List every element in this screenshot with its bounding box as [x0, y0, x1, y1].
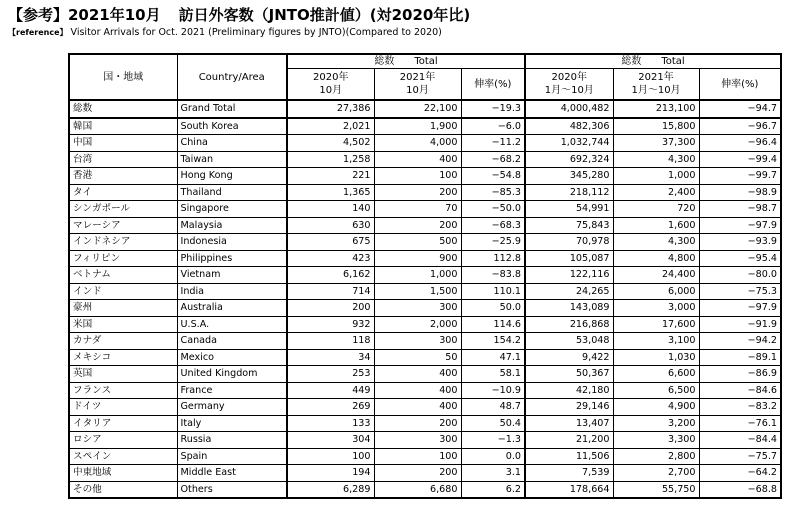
- table-row: [69, 151, 781, 168]
- cell-oct-rate: −25.9: [461, 234, 525, 251]
- cell-region-jp: 中東地域: [69, 465, 177, 482]
- cell-region-en: Malaysia: [177, 217, 287, 234]
- cell-region-jp: 台湾: [69, 151, 177, 168]
- table-row: [69, 135, 781, 152]
- table-row: [69, 118, 781, 135]
- cell-oct-2020: 4,502: [287, 135, 374, 152]
- cell-oct-2021: 300: [374, 300, 461, 317]
- subtitle-reference: 【reference】: [8, 28, 68, 37]
- cell-region-jp: タイ: [69, 184, 177, 201]
- cell-ytd-2020: 53,048: [525, 333, 613, 350]
- cell-ytd-2020: 178,664: [525, 481, 613, 498]
- cell-oct-rate: −6.0: [461, 118, 525, 135]
- cell-ytd-rate: −94.2: [699, 333, 781, 350]
- cell-ytd-2021: 1,030: [613, 349, 699, 366]
- cell-region-jp: イタリア: [69, 415, 177, 432]
- cell-oct-rate: −68.2: [461, 151, 525, 168]
- title-jp: 訪日外客数（JNTO推計値）(対2020年比): [178, 6, 471, 24]
- cell-oct-rate: 50.4: [461, 415, 525, 432]
- cell-ytd-rate: −99.7: [699, 168, 781, 185]
- cell-oct-2020: 253: [287, 366, 374, 383]
- cell-oct-rate: −54.8: [461, 168, 525, 185]
- cell-oct-rate: 6.2: [461, 481, 525, 498]
- cell-ytd-rate: −84.6: [699, 382, 781, 399]
- cell-ytd-2021: 3,200: [613, 415, 699, 432]
- header-region-jp: 国・地域: [69, 54, 177, 100]
- cell-oct-2020: 714: [287, 283, 374, 300]
- cell-ytd-2021: 3,100: [613, 333, 699, 350]
- cell-region-en: France: [177, 382, 287, 399]
- cell-oct-2020: 1,365: [287, 184, 374, 201]
- table-row: [69, 250, 781, 267]
- cell-oct-2021: 200: [374, 217, 461, 234]
- header-region-en: Country/Area: [177, 54, 287, 100]
- cell-region-jp: インド: [69, 283, 177, 300]
- cell-ytd-rate: −94.7: [699, 100, 781, 118]
- cell-region-en: Singapore: [177, 201, 287, 218]
- cell-oct-2021: 1,000: [374, 267, 461, 284]
- table-row: [69, 201, 781, 218]
- cell-oct-2020: 630: [287, 217, 374, 234]
- cell-oct-rate: −50.0: [461, 201, 525, 218]
- cell-ytd-2020: 218,112: [525, 184, 613, 201]
- cell-ytd-2021: 4,300: [613, 234, 699, 251]
- cell-ytd-rate: −75.3: [699, 283, 781, 300]
- cell-ytd-rate: −97.9: [699, 300, 781, 317]
- cell-oct-2021: 200: [374, 465, 461, 482]
- cell-region-en: Middle East: [177, 465, 287, 482]
- cell-ytd-2020: 345,280: [525, 168, 613, 185]
- cell-ytd-2020: 75,843: [525, 217, 613, 234]
- table-row: [69, 399, 781, 416]
- cell-ytd-rate: −96.4: [699, 135, 781, 152]
- cell-oct-2020: 221: [287, 168, 374, 185]
- cell-oct-2020: 6,289: [287, 481, 374, 498]
- cell-region-jp: 米国: [69, 316, 177, 333]
- cell-ytd-2020: 122,116: [525, 267, 613, 284]
- cell-oct-2021: 300: [374, 432, 461, 449]
- table-row: [69, 283, 781, 300]
- table-row: [69, 349, 781, 366]
- cell-oct-rate: 47.1: [461, 349, 525, 366]
- cell-oct-2021: 4,000: [374, 135, 461, 152]
- cell-ytd-2020: 54,991: [525, 201, 613, 218]
- cell-oct-2020: 34: [287, 349, 374, 366]
- cell-oct-rate: 114.6: [461, 316, 525, 333]
- cell-region-jp: その他: [69, 481, 177, 498]
- cell-oct-2020: 1,258: [287, 151, 374, 168]
- cell-ytd-2020: 21,200: [525, 432, 613, 449]
- table-row: [69, 366, 781, 383]
- cell-ytd-2021: 2,700: [613, 465, 699, 482]
- cell-region-en: Grand Total: [177, 100, 287, 118]
- cell-oct-2020: 200: [287, 300, 374, 317]
- cell-oct-2020: 423: [287, 250, 374, 267]
- cell-ytd-rate: −89.1: [699, 349, 781, 366]
- cell-region-jp: メキシコ: [69, 349, 177, 366]
- header-2021-month: 2021年 10月: [374, 69, 461, 101]
- cell-ytd-2020: 7,539: [525, 465, 613, 482]
- cell-ytd-2020: 1,032,744: [525, 135, 613, 152]
- cell-ytd-2020: 70,978: [525, 234, 613, 251]
- cell-region-en: United Kingdom: [177, 366, 287, 383]
- visitor-arrivals-table: [68, 53, 782, 499]
- cell-region-en: Mexico: [177, 349, 287, 366]
- table-row: [69, 415, 781, 432]
- cell-oct-2021: 6,680: [374, 481, 461, 498]
- cell-region-en: Italy: [177, 415, 287, 432]
- cell-ytd-2020: 692,324: [525, 151, 613, 168]
- cell-oct-rate: −19.3: [461, 100, 525, 118]
- cell-oct-rate: −68.3: [461, 217, 525, 234]
- cell-oct-rate: 58.1: [461, 366, 525, 383]
- cell-oct-2021: 900: [374, 250, 461, 267]
- cell-oct-2020: 118: [287, 333, 374, 350]
- cell-ytd-2021: 2,800: [613, 448, 699, 465]
- cell-oct-2021: 100: [374, 448, 461, 465]
- cell-ytd-2021: 4,800: [613, 250, 699, 267]
- cell-oct-2021: 400: [374, 382, 461, 399]
- cell-region-en: Thailand: [177, 184, 287, 201]
- cell-region-en: Germany: [177, 399, 287, 416]
- cell-region-jp: インドネシア: [69, 234, 177, 251]
- cell-ytd-2020: 24,265: [525, 283, 613, 300]
- table-row: [69, 316, 781, 333]
- cell-region-jp: ベトナム: [69, 267, 177, 284]
- cell-oct-2020: 449: [287, 382, 374, 399]
- page-title: [8, 4, 470, 25]
- cell-region-jp: 香港: [69, 168, 177, 185]
- cell-ytd-2020: 9,422: [525, 349, 613, 366]
- cell-oct-2021: 1,500: [374, 283, 461, 300]
- cell-oct-rate: 3.1: [461, 465, 525, 482]
- cell-ytd-2021: 6,500: [613, 382, 699, 399]
- cell-ytd-2021: 55,750: [613, 481, 699, 498]
- cell-region-en: Australia: [177, 300, 287, 317]
- cell-ytd-2021: 24,400: [613, 267, 699, 284]
- cell-ytd-2021: 4,900: [613, 399, 699, 416]
- cell-oct-2020: 2,021: [287, 118, 374, 135]
- table-row: [69, 168, 781, 185]
- page-subtitle: [8, 27, 442, 38]
- table-row: [69, 448, 781, 465]
- cell-ytd-2020: 216,868: [525, 316, 613, 333]
- cell-oct-2021: 300: [374, 333, 461, 350]
- cell-ytd-2020: 29,146: [525, 399, 613, 416]
- cell-region-en: Taiwan: [177, 151, 287, 168]
- cell-oct-rate: −85.3: [461, 184, 525, 201]
- cell-ytd-rate: −95.4: [699, 250, 781, 267]
- header-2021-ytd: 2021年 1月～10月: [613, 69, 699, 101]
- cell-region-jp: フランス: [69, 382, 177, 399]
- cell-region-jp: ロシア: [69, 432, 177, 449]
- cell-oct-2021: 22,100: [374, 100, 461, 118]
- cell-ytd-rate: −80.0: [699, 267, 781, 284]
- cell-ytd-rate: −68.8: [699, 481, 781, 498]
- cell-oct-2020: 675: [287, 234, 374, 251]
- table-row: [69, 267, 781, 284]
- cell-oct-2020: 133: [287, 415, 374, 432]
- table-row: [69, 100, 781, 118]
- cell-oct-2021: 200: [374, 415, 461, 432]
- header-rate-ytd: 伸率(%): [699, 69, 781, 101]
- cell-ytd-2021: 213,100: [613, 100, 699, 118]
- cell-ytd-rate: −86.9: [699, 366, 781, 383]
- table-row: [69, 217, 781, 234]
- cell-ytd-rate: −91.9: [699, 316, 781, 333]
- cell-oct-2021: 200: [374, 184, 461, 201]
- cell-oct-rate: −11.2: [461, 135, 525, 152]
- cell-ytd-2021: 37,300: [613, 135, 699, 152]
- cell-oct-2020: 304: [287, 432, 374, 449]
- cell-region-en: Russia: [177, 432, 287, 449]
- cell-region-en: South Korea: [177, 118, 287, 135]
- cell-oct-2020: 140: [287, 201, 374, 218]
- cell-oct-rate: −1.3: [461, 432, 525, 449]
- cell-oct-2021: 70: [374, 201, 461, 218]
- cell-ytd-2021: 3,000: [613, 300, 699, 317]
- cell-oct-rate: 112.8: [461, 250, 525, 267]
- table-row: [69, 465, 781, 482]
- header-rate-month: 伸率(%): [461, 69, 525, 101]
- cell-oct-2021: 400: [374, 366, 461, 383]
- cell-ytd-2021: 3,300: [613, 432, 699, 449]
- cell-oct-2021: 50: [374, 349, 461, 366]
- cell-ytd-2021: 4,300: [613, 151, 699, 168]
- cell-ytd-rate: −96.7: [699, 118, 781, 135]
- table-row: [69, 481, 781, 498]
- cell-region-jp: 豪州: [69, 300, 177, 317]
- cell-region-jp: スペイン: [69, 448, 177, 465]
- cell-region-jp: 総数: [69, 100, 177, 118]
- cell-region-jp: フィリピン: [69, 250, 177, 267]
- header-group-month: 総数 Total: [287, 54, 525, 69]
- cell-ytd-2021: 1,000: [613, 168, 699, 185]
- table-row: [69, 432, 781, 449]
- cell-region-jp: 英国: [69, 366, 177, 383]
- cell-oct-2020: 194: [287, 465, 374, 482]
- title-main: 【参考】2021年10月: [8, 6, 161, 24]
- cell-oct-rate: 154.2: [461, 333, 525, 350]
- cell-region-jp: カナダ: [69, 333, 177, 350]
- cell-region-en: Philippines: [177, 250, 287, 267]
- cell-region-en: Indonesia: [177, 234, 287, 251]
- cell-ytd-2020: 13,407: [525, 415, 613, 432]
- cell-region-jp: 中国: [69, 135, 177, 152]
- table-row: [69, 234, 781, 251]
- cell-region-en: India: [177, 283, 287, 300]
- cell-region-en: Hong Kong: [177, 168, 287, 185]
- cell-region-en: Spain: [177, 448, 287, 465]
- cell-region-en: China: [177, 135, 287, 152]
- cell-oct-2021: 400: [374, 151, 461, 168]
- table-row: [69, 333, 781, 350]
- table-row: [69, 382, 781, 399]
- cell-region-jp: シンガポール: [69, 201, 177, 218]
- cell-oct-2021: 1,900: [374, 118, 461, 135]
- cell-oct-rate: 50.0: [461, 300, 525, 317]
- cell-region-en: U.S.A.: [177, 316, 287, 333]
- cell-region-en: Canada: [177, 333, 287, 350]
- cell-ytd-rate: −75.7: [699, 448, 781, 465]
- cell-ytd-rate: −97.9: [699, 217, 781, 234]
- cell-oct-rate: −10.9: [461, 382, 525, 399]
- cell-oct-2020: 100: [287, 448, 374, 465]
- cell-ytd-rate: −99.4: [699, 151, 781, 168]
- cell-ytd-2020: 482,306: [525, 118, 613, 135]
- cell-ytd-2020: 11,506: [525, 448, 613, 465]
- cell-ytd-2021: 720: [613, 201, 699, 218]
- cell-ytd-rate: −84.4: [699, 432, 781, 449]
- cell-oct-2021: 2,000: [374, 316, 461, 333]
- cell-ytd-2020: 143,089: [525, 300, 613, 317]
- header-2020-ytd: 2020年 1月～10月: [525, 69, 613, 101]
- cell-ytd-2021: 1,600: [613, 217, 699, 234]
- cell-oct-2020: 6,162: [287, 267, 374, 284]
- cell-ytd-2021: 15,800: [613, 118, 699, 135]
- cell-ytd-rate: −64.2: [699, 465, 781, 482]
- table-row: [69, 184, 781, 201]
- cell-ytd-rate: −98.9: [699, 184, 781, 201]
- table-body: [69, 100, 781, 498]
- cell-ytd-2021: 17,600: [613, 316, 699, 333]
- cell-ytd-2020: 4,000,482: [525, 100, 613, 118]
- cell-region-en: Others: [177, 481, 287, 498]
- cell-oct-2021: 500: [374, 234, 461, 251]
- cell-oct-2020: 27,386: [287, 100, 374, 118]
- cell-oct-rate: 0.0: [461, 448, 525, 465]
- cell-ytd-2020: 50,367: [525, 366, 613, 383]
- cell-ytd-rate: −83.2: [699, 399, 781, 416]
- cell-ytd-rate: −76.1: [699, 415, 781, 432]
- cell-ytd-rate: −93.9: [699, 234, 781, 251]
- cell-ytd-2021: 2,400: [613, 184, 699, 201]
- cell-oct-2020: 932: [287, 316, 374, 333]
- cell-oct-rate: 48.7: [461, 399, 525, 416]
- cell-ytd-2021: 6,600: [613, 366, 699, 383]
- subtitle-text: Visitor Arrivals for Oct. 2021 (Preliminary figures by JNTO)(Compared to 2020): [70, 27, 442, 38]
- header-group-ytd: 総数 Total: [525, 54, 781, 69]
- cell-region-jp: ドイツ: [69, 399, 177, 416]
- cell-oct-rate: 110.1: [461, 283, 525, 300]
- cell-oct-rate: −83.8: [461, 267, 525, 284]
- cell-ytd-rate: −98.7: [699, 201, 781, 218]
- cell-region-en: Vietnam: [177, 267, 287, 284]
- table-row: [69, 300, 781, 317]
- cell-ytd-2020: 42,180: [525, 382, 613, 399]
- cell-oct-2020: 269: [287, 399, 374, 416]
- cell-region-jp: マレーシア: [69, 217, 177, 234]
- cell-ytd-2020: 105,087: [525, 250, 613, 267]
- cell-oct-2021: 400: [374, 399, 461, 416]
- cell-ytd-2021: 6,000: [613, 283, 699, 300]
- cell-region-jp: 韓国: [69, 118, 177, 135]
- header-2020-month: 2020年 10月: [287, 69, 374, 101]
- cell-oct-2021: 100: [374, 168, 461, 185]
